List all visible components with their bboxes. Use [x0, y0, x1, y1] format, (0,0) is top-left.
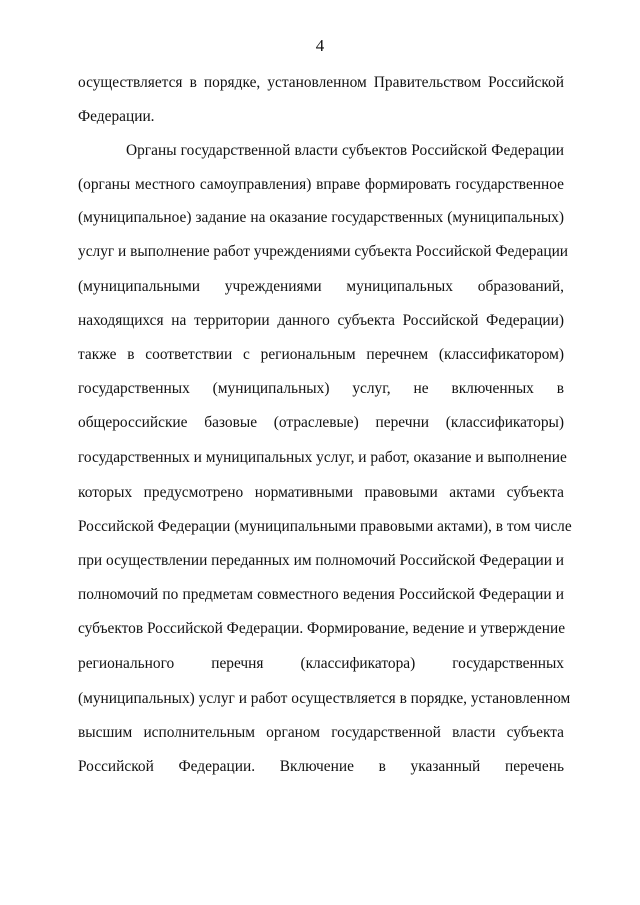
- text-line: услуг и выполнение работ учреждениями субъекта Российской Федерации: [78, 243, 569, 260]
- text-line: регионального перечня (классификатора) государственных: [78, 655, 564, 672]
- text-line: находящихся на территории данного субъекта Российской Федерации): [78, 312, 564, 329]
- text-line: (органы местного самоуправления) вправе формировать государственное: [78, 176, 564, 193]
- text-line: (муниципальными учреждениями муниципальных образований,: [78, 278, 564, 295]
- text-line: государственных (муниципальных) услуг, не включенных в: [78, 380, 564, 397]
- text-line: общероссийские базовые (отраслевые) перечни (классификаторы): [78, 414, 564, 431]
- text-line: полномочий по предметам совместного ведения Российской Федерации и: [78, 586, 564, 603]
- text-line: осуществляется в порядке, установленном Правительством Российской: [78, 74, 564, 91]
- text-line: Российской Федерации. Включение в указанный перечень: [78, 758, 564, 775]
- text-line: Органы государственной власти субъектов Российской Федерации: [126, 142, 564, 159]
- text-line: субъектов Российской Федерации. Формирование, ведение и утверждение: [78, 620, 566, 637]
- text-line: Российской Федерации (муниципальными правовыми актами), в том числе: [78, 518, 572, 535]
- page-number: 4: [315, 36, 325, 55]
- text-line: высшим исполнительным органом государственной власти субъекта: [78, 724, 564, 741]
- text-line: государственных и муниципальных услуг, и работ, оказание и выполнение: [78, 449, 567, 466]
- text-line: которых предусмотрено нормативными правовыми актами субъекта: [78, 484, 564, 501]
- text-line: (муниципальных) услуг и работ осуществляется в порядке, установленном: [78, 690, 571, 707]
- text-line: Федерации.: [78, 108, 155, 125]
- text-line: (муниципальное) задание на оказание государственных (муниципальных): [78, 209, 564, 226]
- text-line: также в соответствии с региональным перечнем (классификатором): [78, 346, 564, 363]
- text-line: при осуществлении переданных им полномочий Российской Федерации и: [78, 552, 565, 569]
